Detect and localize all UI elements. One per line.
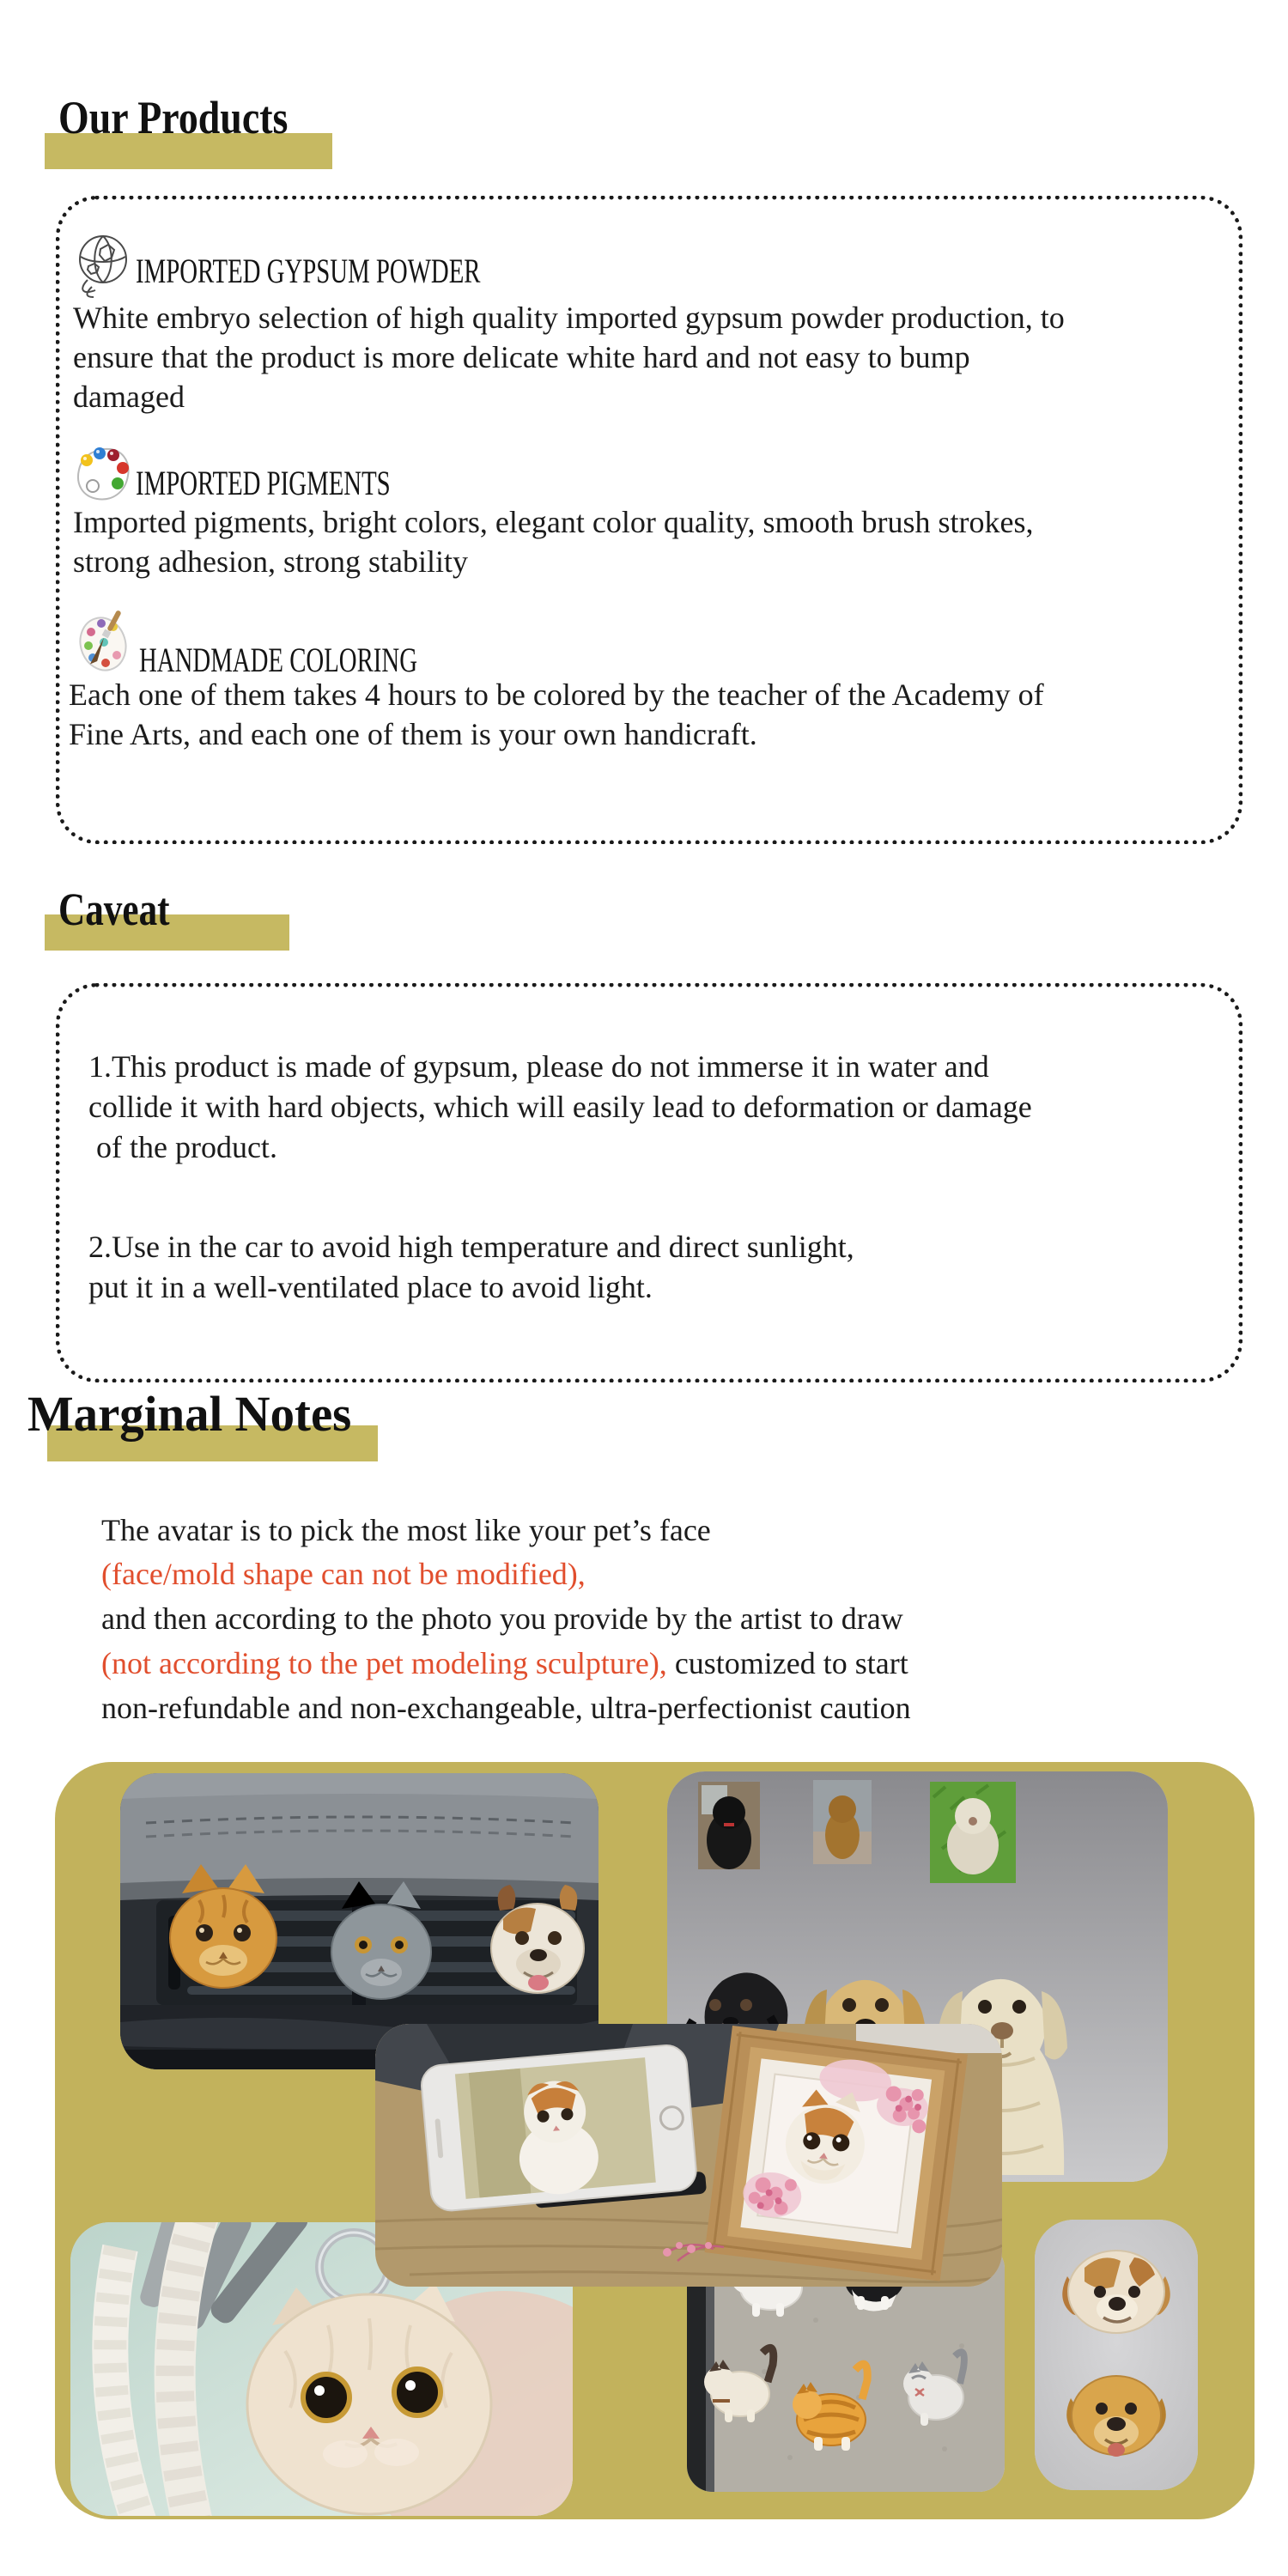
marginal-note-red-part: (not according to the pet modeling sculpture), <box>101 1646 667 1680</box>
dog-magnets-photo <box>1035 2220 1198 2490</box>
product-item-title: IMPORTED GYPSUM POWDER <box>136 252 481 290</box>
product-item-title: HANDMADE COLORING <box>139 641 417 679</box>
product-item-text: Fine Arts, and each one of them is your own handicraft. <box>69 717 757 751</box>
product-item-text: White embryo selection of high quality imported gypsum powder production, to <box>73 301 1065 335</box>
products-heading: Our Products <box>58 92 289 143</box>
marginal-note-line <box>101 1646 908 1681</box>
caveat-box <box>56 983 1242 1382</box>
marginal-note-line: and then according to the photo you provide by the artist to draw <box>101 1601 903 1636</box>
marginal-note-line: (face/mold shape can not be modified), <box>101 1557 586 1591</box>
product-item-text: Imported pigments, bright colors, elegant color quality, smooth brush strokes, <box>73 505 1034 539</box>
product-item-text: damaged <box>73 380 185 414</box>
caveat-text: 1.This product is made of gypsum, please do not immerse it in water and <box>88 1049 989 1084</box>
marginal-note-line: non-refundable and non-exchangeable, ultra-perfectionist caution <box>101 1691 911 1725</box>
caveat-text: collide it with hard objects, which will easily lead to deformation or damage <box>88 1090 1032 1124</box>
phone-and-framed-cat-photo <box>375 2024 1002 2287</box>
product-item-text: strong adhesion, strong stability <box>73 544 468 579</box>
globe-sketch-icon <box>75 228 131 304</box>
caveat-text: 2.Use in the car to avoid high temperature and direct sunlight, <box>88 1230 854 1264</box>
marginal-note-black-part: customized to start <box>666 1646 908 1680</box>
product-item-title: IMPORTED PIGMENTS <box>136 464 391 502</box>
products-box <box>56 196 1242 844</box>
caveat-text: of the product. <box>88 1130 277 1164</box>
product-item-text: ensure that the product is more delicate white hard and not easy to bump <box>73 340 970 374</box>
product-item-text: Each one of them takes 4 hours to be colored by the teacher of the Academy of <box>69 677 1044 712</box>
paint-palette-dots-icon <box>73 445 133 505</box>
watercolor-palette-brush-icon <box>77 608 136 677</box>
marginal-notes-heading: Marginal Notes <box>27 1386 352 1442</box>
caveat-text: put it in a well-ventilated place to avoid light. <box>88 1270 653 1304</box>
caveat-heading: Caveat <box>58 884 170 935</box>
marginal-note-line: The avatar is to pick the most like your pet’s face <box>101 1513 711 1547</box>
